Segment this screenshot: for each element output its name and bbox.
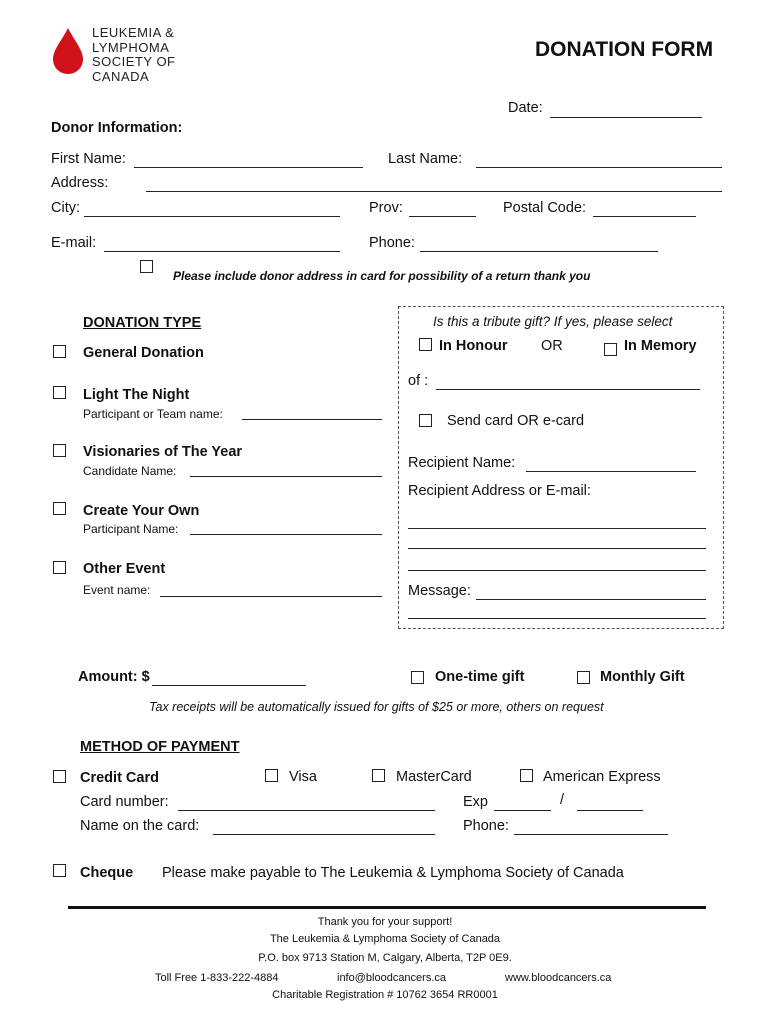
include-address-note: Please include donor address in card for possibility of a return thank you [173, 269, 591, 283]
last-name-label: Last Name: [388, 151, 463, 167]
recipient-address-line-3[interactable] [408, 570, 706, 571]
prov-field[interactable] [409, 216, 476, 217]
mastercard-checkbox[interactable] [372, 769, 385, 782]
postal-label: Postal Code: [503, 200, 587, 216]
visionaries-checkbox[interactable] [53, 444, 66, 457]
last-name-field[interactable] [476, 167, 722, 168]
card-number-field[interactable] [178, 810, 435, 811]
cheque-label: Cheque [80, 865, 134, 881]
visionaries-label: Visionaries of The Year [83, 444, 243, 460]
other-event-sub-label: Event name: [83, 583, 151, 597]
visionaries-sub-label: Candidate Name: [83, 464, 177, 478]
message-line-2[interactable] [408, 618, 706, 619]
recipient-address-label: Recipient Address or E-mail: [408, 483, 591, 499]
tribute-or: OR [541, 338, 563, 354]
card-number-label: Card number: [80, 794, 169, 810]
light-the-night-field[interactable] [242, 419, 382, 420]
recipient-address-line-1[interactable] [408, 528, 706, 529]
donor-heading: Donor Information: [51, 120, 183, 136]
postal-field[interactable] [593, 216, 696, 217]
tax-note: Tax receipts will be automatically issued for gifts of $25 or more, others on request [149, 700, 604, 714]
cheque-checkbox[interactable] [53, 864, 66, 877]
blood-drop-icon [50, 26, 86, 76]
city-label: City: [51, 200, 80, 216]
amex-label: American Express [543, 769, 661, 785]
recipient-name-label: Recipient Name: [408, 455, 516, 471]
other-event-label: Other Event [83, 561, 166, 577]
create-your-own-checkbox[interactable] [53, 502, 66, 515]
other-event-field[interactable] [160, 596, 382, 597]
monthly-gift-label: Monthly Gift [600, 669, 685, 685]
payment-phone-label: Phone: [463, 818, 509, 834]
recipient-address-line-2[interactable] [408, 548, 706, 549]
one-time-gift-checkbox[interactable] [411, 671, 424, 684]
exp-year-field[interactable] [577, 810, 643, 811]
amount-label: Amount: $ [78, 669, 150, 685]
amex-checkbox[interactable] [520, 769, 533, 782]
logo-line-3: SOCIETY OF [92, 54, 176, 69]
create-your-own-label: Create Your Own [83, 503, 200, 519]
logo-line-2: LYMPHOMA [92, 39, 170, 55]
create-your-own-field[interactable] [190, 534, 382, 535]
name-on-card-field[interactable] [213, 834, 435, 835]
address-label: Address: [51, 175, 109, 191]
date-field[interactable] [550, 117, 702, 118]
name-on-card-label: Name on the card: [80, 818, 200, 834]
tribute-question: Is this a tribute gift? If yes, please select [433, 314, 673, 329]
send-card-checkbox[interactable] [419, 414, 432, 427]
exp-label: Exp [463, 794, 488, 810]
send-card-label: Send card OR e-card [447, 413, 585, 429]
date-label: Date: [508, 100, 543, 116]
other-event-checkbox[interactable] [53, 561, 66, 574]
create-your-own-sub-label: Participant Name: [83, 522, 179, 536]
payment-heading: METHOD OF PAYMENT [80, 739, 240, 755]
footer-address: P.O. box 9713 Station M, Calgary, Alberta, T2P 0E9. [258, 952, 512, 964]
footer-tollfree: Toll Free 1-833-222-4884 [155, 972, 279, 984]
in-memory-label: In Memory [624, 338, 697, 354]
email-field[interactable] [104, 251, 340, 252]
footer-registration: Charitable Registration # 10762 3654 RR0001 [272, 989, 498, 1001]
light-the-night-checkbox[interactable] [53, 386, 66, 399]
visionaries-field[interactable] [190, 476, 382, 477]
recipient-name-field[interactable] [526, 471, 696, 472]
of-label: of : [408, 373, 429, 389]
footer-web[interactable]: www.bloodcancers.ca [505, 972, 612, 984]
light-the-night-label: Light The Night [83, 387, 190, 403]
footer-thanks: Thank you for your support! [317, 916, 453, 928]
footer-email[interactable]: info@bloodcancers.ca [337, 972, 447, 984]
of-field[interactable] [436, 389, 700, 390]
amount-field[interactable] [152, 685, 306, 686]
donation-type-heading: DONATION TYPE [83, 315, 202, 331]
in-honour-checkbox[interactable] [419, 338, 432, 351]
one-time-gift-label: One-time gift [435, 669, 525, 685]
logo [50, 26, 210, 92]
first-name-field[interactable] [134, 167, 363, 168]
message-line-1[interactable] [476, 599, 706, 600]
payment-phone-field[interactable] [514, 834, 668, 835]
cheque-note: Please make payable to The Leukemia & Lymphoma Society of Canada [162, 865, 624, 881]
page-title: DONATION FORM [535, 38, 714, 61]
address-field[interactable] [146, 191, 722, 192]
include-address-checkbox[interactable] [140, 260, 153, 273]
exp-separator: / [560, 792, 565, 808]
first-name-label: First Name: [51, 151, 126, 167]
monthly-gift-checkbox[interactable] [577, 671, 590, 684]
mastercard-label: MasterCard [396, 769, 472, 785]
exp-month-field[interactable] [494, 810, 551, 811]
light-the-night-sub-label: Participant or Team name: [83, 407, 223, 421]
general-donation-checkbox[interactable] [53, 345, 66, 358]
footer-divider [68, 906, 706, 909]
logo-line-1: LEUKEMIA & [92, 25, 175, 40]
email-label: E-mail: [51, 235, 97, 251]
visa-label: Visa [289, 769, 317, 785]
phone-field[interactable] [420, 251, 658, 252]
in-memory-checkbox[interactable] [604, 343, 617, 356]
visa-checkbox[interactable] [265, 769, 278, 782]
footer-org: The Leukemia & Lymphoma Society of Canada [269, 933, 501, 945]
in-honour-label: In Honour [439, 338, 508, 354]
prov-label: Prov: [369, 200, 403, 216]
phone-label: Phone: [369, 235, 415, 251]
credit-card-checkbox[interactable] [53, 770, 66, 783]
logo-line-4: CANADA [92, 68, 150, 84]
city-field[interactable] [84, 216, 340, 217]
credit-card-label: Credit Card [80, 770, 159, 786]
message-label: Message: [408, 583, 471, 599]
general-donation-label: General Donation [83, 345, 204, 361]
